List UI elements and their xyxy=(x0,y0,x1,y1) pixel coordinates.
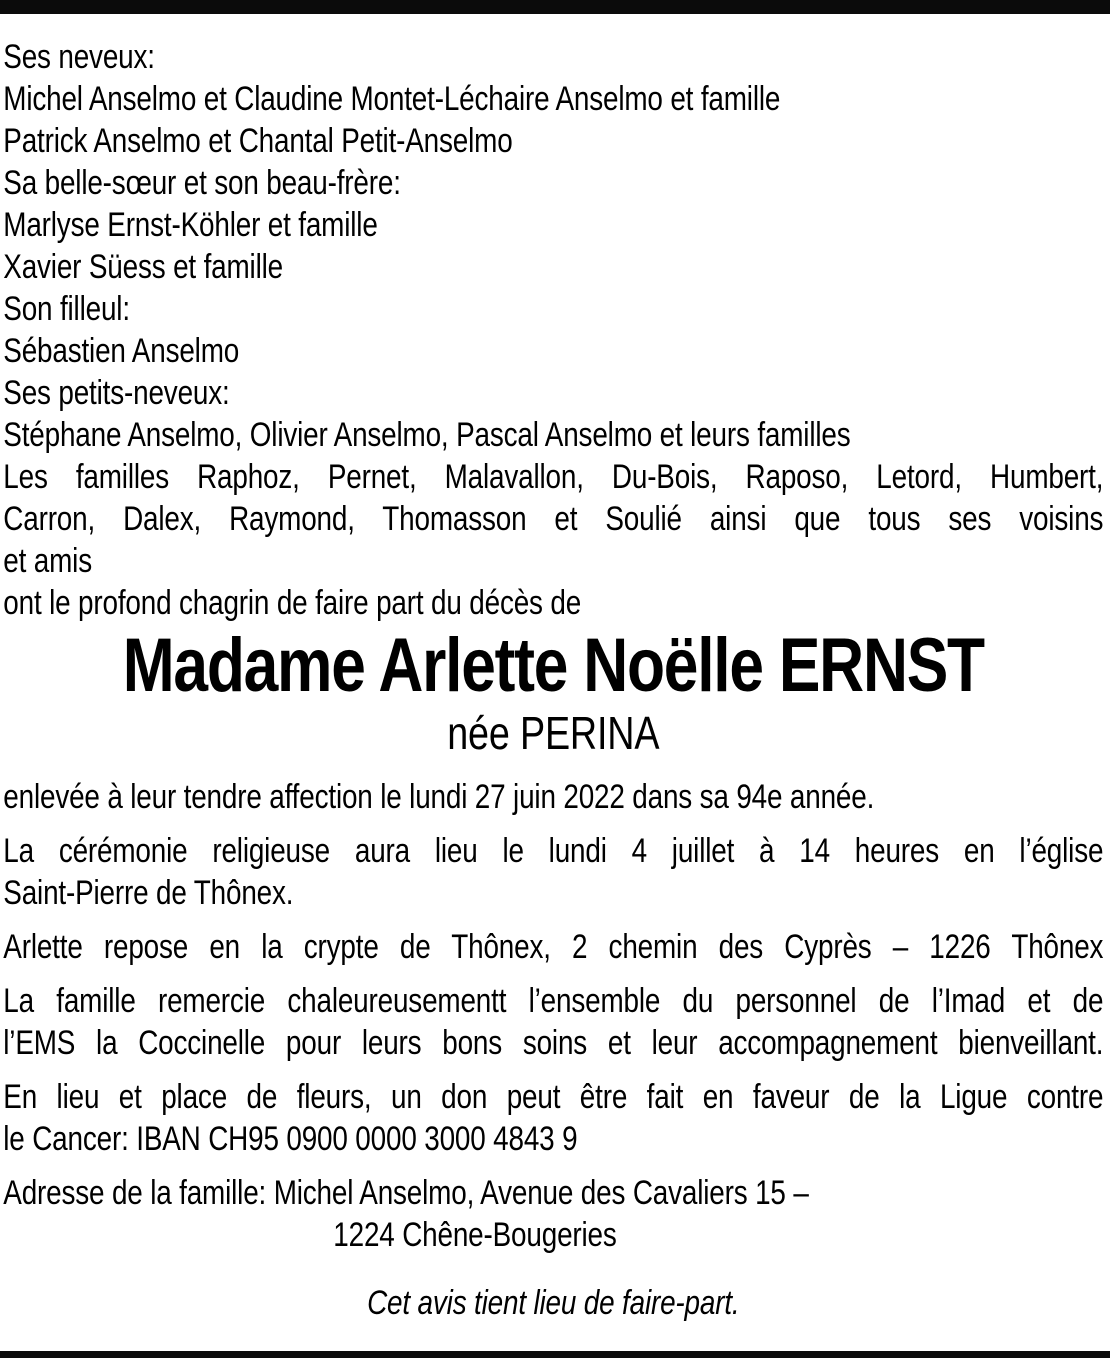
donation-paragraph xyxy=(3,1076,1103,1160)
notice-line: et amis xyxy=(3,542,92,580)
maiden-name: née PERINA xyxy=(447,707,660,759)
notice-line: 1224 Chêne-Bougeries xyxy=(333,1216,617,1254)
notice-line: Son filleul: xyxy=(3,290,130,328)
notice-line: En lieu et place de fleurs, un don peut être fait en faveur de la Ligue contre xyxy=(3,1078,1104,1116)
notice-line: Marlyse Ernst-Köhler et famille xyxy=(3,206,378,244)
family-address-paragraph xyxy=(3,1172,1103,1256)
closing-statement: Cet avis tient lieu de faire-part. xyxy=(367,1284,740,1322)
death-announcement-paragraph xyxy=(3,776,1103,818)
notice-line: Xavier Süess et famille xyxy=(3,248,283,286)
notice-line: l’EMS la Coccinelle pour leurs bons soins et leur accompagnement bienveillant. xyxy=(3,1024,1104,1062)
repose-paragraph xyxy=(3,926,1103,968)
notice-line: Les familles Raphoz, Pernet, Malavallon, Du-Bois, Raposo, Letord, Humbert, xyxy=(3,458,1104,496)
notice-line: Adresse de la famille: Michel Anselmo, Avenue des Cavaliers 15 – xyxy=(3,1174,809,1212)
notice-line: Patrick Anselmo et Chantal Petit-Anselmo xyxy=(3,122,513,160)
deceased-name-title: Madame Arlette Noëlle ERNST xyxy=(122,623,984,708)
notice-line: Sa belle-sœur et son beau-frère: xyxy=(3,164,401,202)
thanks-paragraph xyxy=(3,980,1103,1064)
notice-line: Stéphane Anselmo, Olivier Anselmo, Pascal Anselmo et leurs familles xyxy=(3,416,851,454)
ceremony-paragraph xyxy=(3,830,1103,914)
notice-line: Ses petits-neveux: xyxy=(3,374,230,412)
notice-line: Ses neveux: xyxy=(3,38,155,76)
notice-content xyxy=(0,14,1110,1324)
notice-line: Carron, Dalex, Raymond, Thomasson et Soulié ainsi que tous ses voisins xyxy=(3,500,1104,538)
notice-line: Saint-Pierre de Thônex. xyxy=(3,874,294,912)
notice-line: La cérémonie religieuse aura lieu le lundi 4 juillet à 14 heures en l’église xyxy=(3,832,1104,870)
relatives-block xyxy=(3,36,1103,624)
notice-line: le Cancer: IBAN CH95 0900 0000 3000 4843 9 xyxy=(3,1120,578,1158)
notice-line: Michel Anselmo et Claudine Montet-Léchaire Anselmo et famille xyxy=(3,80,781,118)
notice-line: Arlette repose en la crypte de Thônex, 2 chemin des Cyprès – 1226 Thônex xyxy=(3,928,1104,966)
notice-line: enlevée à leur tendre affection le lundi 27 juin 2022 dans sa 94e année. xyxy=(3,778,875,816)
notice-line: Sébastien Anselmo xyxy=(3,332,240,370)
notice-line: La famille remercie chaleureusementt l’ensemble du personnel de l’Imad et de xyxy=(3,982,1104,1020)
bottom-border-bar xyxy=(0,1351,1110,1358)
notice-line: ont le profond chagrin de faire part du décès de xyxy=(3,584,582,622)
top-border-bar xyxy=(0,0,1110,14)
